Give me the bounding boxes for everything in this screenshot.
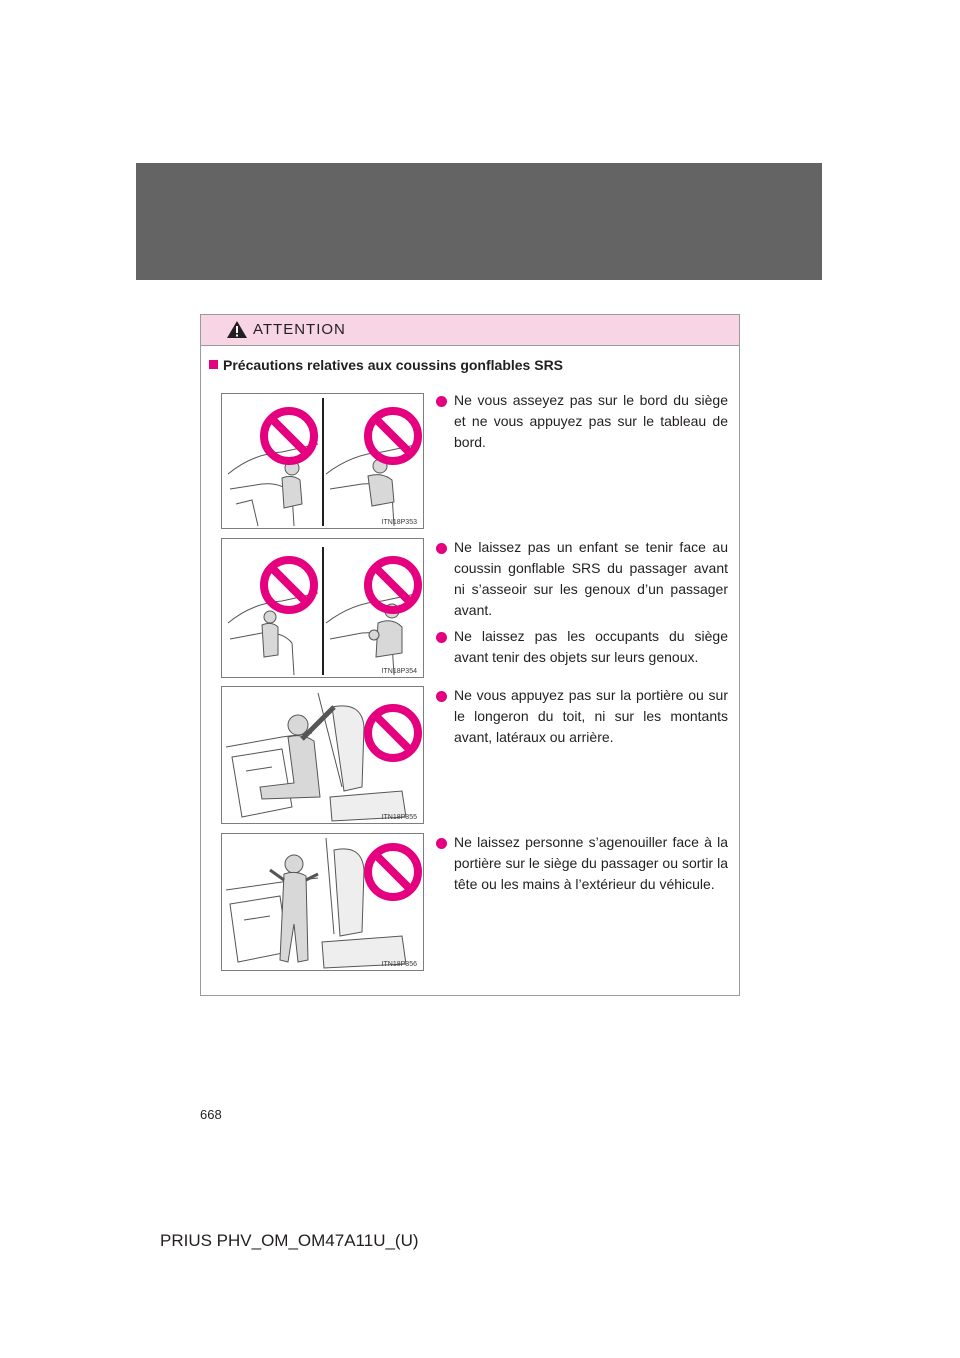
figure-code: ITN18P355 <box>381 814 417 821</box>
illustration-drawing <box>222 834 423 970</box>
bullet-item <box>436 685 728 748</box>
bullet-text: Ne laissez personne s’agenouiller face à la portière sur le siège du passager ou sortir la tête ou les mains à l’extérieur du véhicule. <box>454 834 728 892</box>
prohibition-icon <box>368 560 418 610</box>
bullet-item <box>436 626 728 668</box>
prohibition-icon <box>368 708 418 758</box>
prohibition-icon <box>368 411 418 461</box>
chapter-header-band <box>136 163 822 280</box>
illustration-drawing <box>222 687 423 823</box>
illustration-2 <box>221 538 424 678</box>
bullet-text: Ne vous appuyez pas sur la portière ou sur le longeron du toit, ni sur les montants avant, latéraux ou arrière. <box>454 687 728 745</box>
figure-code: ITN18P353 <box>381 519 417 526</box>
figure-code: ITN18P354 <box>381 668 417 675</box>
figure-code: ITN18P356 <box>381 961 417 968</box>
attention-header <box>201 315 739 346</box>
square-bullet-icon <box>209 360 218 369</box>
bullet-item <box>436 390 728 453</box>
prohibition-icon <box>368 847 418 897</box>
bullet-dot-icon <box>436 396 447 407</box>
document-id: PRIUS PHV_OM_OM47A11U_(U) <box>160 1231 419 1250</box>
illustration-1 <box>221 393 424 529</box>
attention-title: ATTENTION <box>253 321 346 338</box>
section-subheading <box>209 357 563 373</box>
bullet-dot-icon <box>436 543 447 554</box>
bullet-item <box>436 537 728 621</box>
prohibition-icon <box>264 560 314 610</box>
subheading-text: Précautions relatives aux coussins gonflables SRS <box>223 357 564 373</box>
illustration-3 <box>221 686 424 824</box>
warning-triangle-icon <box>226 320 248 339</box>
bullet-dot-icon <box>436 632 447 643</box>
illustration-drawing <box>222 394 423 528</box>
bullet-dot-icon <box>436 838 447 849</box>
page-number: 668 <box>200 1107 222 1122</box>
bullet-text: Ne laissez pas les occupants du siège avant tenir des objets sur leurs genoux. <box>454 628 728 665</box>
bullet-text: Ne laissez pas un enfant se tenir face au coussin gonflable SRS du passager avant ni s’asseoir sur les genoux d’un passager avant. <box>454 539 728 618</box>
illustration-drawing <box>222 539 423 677</box>
prohibition-icon <box>264 411 314 461</box>
bullet-text: Ne vous asseyez pas sur le bord du siège et ne vous appuyez pas sur le tableau de bord. <box>454 392 728 450</box>
illustration-4 <box>221 833 424 971</box>
bullet-item <box>436 832 728 895</box>
bullet-dot-icon <box>436 691 447 702</box>
